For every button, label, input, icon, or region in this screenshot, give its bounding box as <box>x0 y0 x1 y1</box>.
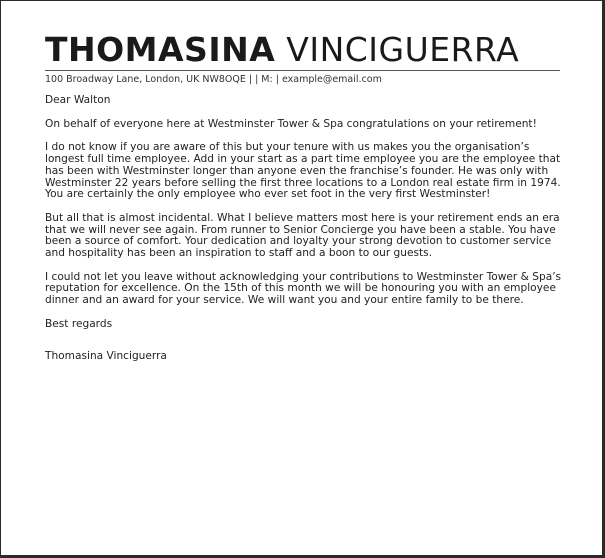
letterhead <box>45 31 582 87</box>
sender-last-name: VINCIGUERRA <box>286 30 520 69</box>
paragraph: I could not let you leave without acknowledging your contributions to Westminster Tower & Spa’s reputation for excellence. On the 15th of this month we will be honouring you with an employee dinner and an award for your service. We will want you and your entire family to be there. <box>45 270 562 307</box>
paragraph: But all that is almost incidental. What I believe matters most here is your retirement ends an era that we will never see again. From runner to Senior Concierge you have been a stable. You have been a source of comfort. Your dedication and loyalty your strong devotion to customer service and hospitality has been an inspiration to staff and a boon to our guests. <box>45 211 560 260</box>
letter-body <box>45 95 567 374</box>
sender-contact-line: 100 Broadway Lane, London, UK NW8OQE | | M: | example@email.com <box>45 74 382 85</box>
sender-first-name: THOMASINA <box>45 30 276 69</box>
paragraph: On behalf of everyone here at Westminster Tower & Spa congratulations on your retirement! <box>45 117 537 130</box>
signature-name: Thomasina Vinciguerra <box>45 349 167 362</box>
header-divider <box>45 70 560 71</box>
salutation: Dear Walton <box>45 94 111 106</box>
paragraph: I do not know if you are aware of this but your tenure with us makes you the organisation’s longest full time employee. Add in your start as a part time employee you are the employee that has been with Westminster longer than anyone even the franchise’s founder. He was only with Westminster 22 years before selling the first three locations to a London real estate firm in 1974. You are certainly the only employee who ever set foot in the very first Westminster! <box>45 141 561 201</box>
sender-name <box>45 31 582 69</box>
closing: Best regards <box>45 317 113 330</box>
